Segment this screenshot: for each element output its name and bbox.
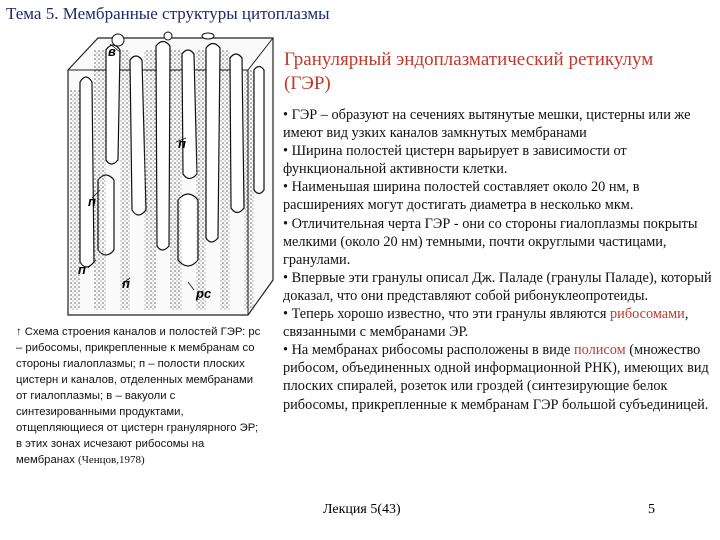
figure-label-v: в — [108, 44, 116, 59]
bullet-item-2: • Ширина полостей цистерн варьирует в зависимости от функциональной активности клетки. — [283, 143, 627, 178]
heading-line-1: Гранулярный эндоплазматический ретикулум — [284, 49, 654, 70]
bullet-7-tail: (множество рибосом, объединенных одной информационной РНК), имеющих вид плоских спиралей, розеток или гроздей (синтезирующие белок рибосомы, прикрепленные к мембранам ГЭР большой субъединицей. — [283, 342, 709, 413]
figure-caption — [16, 324, 266, 468]
bullet-item-1: • ГЭР – образуют на сечениях вытянутые мешки, цистерны или же имеют вид узких каналов замкнутых мембранами — [283, 107, 691, 142]
polysome-term: полисом — [573, 342, 626, 359]
bullet-list — [283, 106, 713, 414]
bullet-item-7 — [283, 341, 713, 413]
figure-label-p4: п — [122, 276, 130, 291]
rer-illustration — [58, 30, 280, 330]
bullet-item-6 — [283, 305, 713, 341]
bullet-item-4: • Отличительная черта ГЭР - они со стороны гиалоплазмы покрыты мелкими (около 20 нм) темными, почти округлыми частицами, гранулами. — [283, 215, 698, 268]
bullet-item-3: • Наименьшая ширина полостей составляет около 20 нм, в расширениях могут достигать диаметра в несколько мкм. — [283, 179, 640, 214]
heading-line-2: (ГЭР) — [284, 73, 331, 94]
figure-label-rs: рс — [196, 286, 212, 301]
bullet-item-5: • Впервые эти гранулы описал Дж. Паладе (гранулы Паладе), который доказал, что они представляют собой рибонуклеопротеиды. — [283, 269, 712, 304]
slide-title: Тема 5. Мембранные структуры цитоплазмы — [6, 4, 330, 23]
figure-label-p3: п — [78, 262, 86, 277]
bullet-6-text: • Теперь хорошо известно, что эти гранулы являются — [283, 306, 607, 323]
bullet-7-text: • На мембранах рибосомы расположены в виде — [283, 342, 571, 359]
caption-reference: (Ченцов,1978) — [78, 454, 145, 466]
caption-arrow-icon: ↑ — [16, 326, 22, 338]
ribosomes-term: рибосомами — [610, 306, 685, 323]
section-heading — [284, 48, 704, 96]
figure-label-p1: п — [178, 136, 186, 151]
page-number: 5 — [648, 502, 655, 517]
caption-text: Схема строения каналов и полостей ГЭР: рс – рибосомы, прикрепленные к мембранам со стороны гиалоплазмы; п – полости плоских цистерн и каналов, отделенных мембранами от гиалоплазмы; в – вакуоли с синтезированными продуктами, отщепляющиеся от цистерн гранулярного ЭР; в этих зонах исчезают рибосомы на мембранах — [16, 326, 261, 466]
lecture-label: Лекция 5(43) — [323, 502, 401, 517]
figure-label-p2: п — [88, 194, 96, 209]
bullet-6-tail: , связанными с мембранами ЭР. — [283, 306, 689, 341]
